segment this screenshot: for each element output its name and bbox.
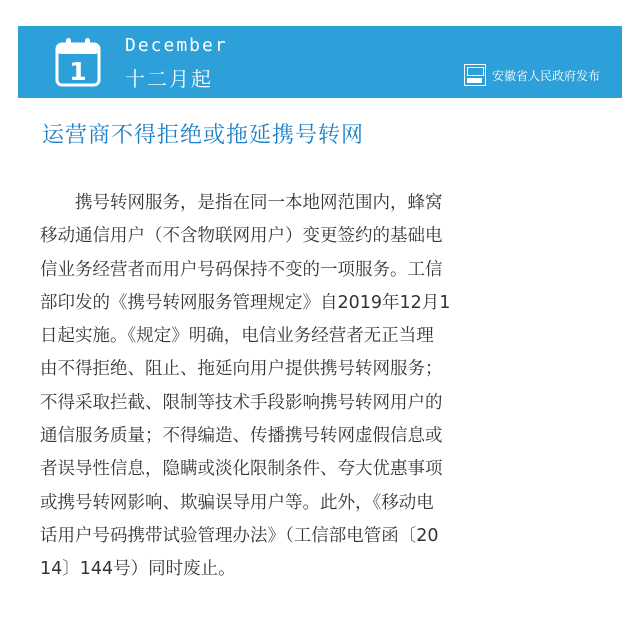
article-body-line: 通信服务质量；不得编造、传播携号转网虚假信息或 <box>40 426 443 447</box>
article-body-line: 或携号转网影响、欺骗误导用户等。此外，《移动电 <box>40 492 434 513</box>
article-body-line: 携号转网服务，是指在同一本地网范围内，蜂窝 <box>40 193 443 213</box>
article-body-line: 话用户号码携带试验管理办法》（工信部电管函〔20 <box>40 525 439 546</box>
article-body <box>40 187 600 587</box>
publisher-label: 安徽省人民政府发布 <box>491 68 600 83</box>
article-body-line: 14〕144号）同时废止。 <box>40 559 236 580</box>
article-title: 运营商不得拒绝或拖延携号转网 <box>42 123 365 148</box>
header-banner <box>18 26 622 98</box>
government-logo-icon <box>464 64 486 86</box>
article-body-line: 由不得拒绝、阻止、拖延向用户提供携号转网服务； <box>40 359 443 380</box>
article-body-line: 者误导性信息，隐瞒或淡化限制条件、夸大优惠事项 <box>40 459 443 480</box>
article-body-line: 移动通信用户（不含物联网用户）变更签约的基础电 <box>40 226 443 247</box>
publisher-credit <box>464 64 600 86</box>
calendar-icon <box>54 36 102 88</box>
article-body-line: 不得采取拦截、限制等技术手段影响携号转网用户的 <box>40 392 443 413</box>
calendar-day-number: 1 <box>69 57 87 86</box>
month-label-chinese: 十二月起 <box>125 67 213 91</box>
article-body-line: 部印发的《携号转网服务管理规定》自2019年12月1 <box>40 292 451 313</box>
article-body-line: 信业务经营者而用户号码保持不变的一项服务。工信 <box>40 259 443 280</box>
month-label-english: December <box>125 35 228 56</box>
article-body-line: 日起实施。《规定》明确，电信业务经营者无正当理 <box>40 326 434 347</box>
